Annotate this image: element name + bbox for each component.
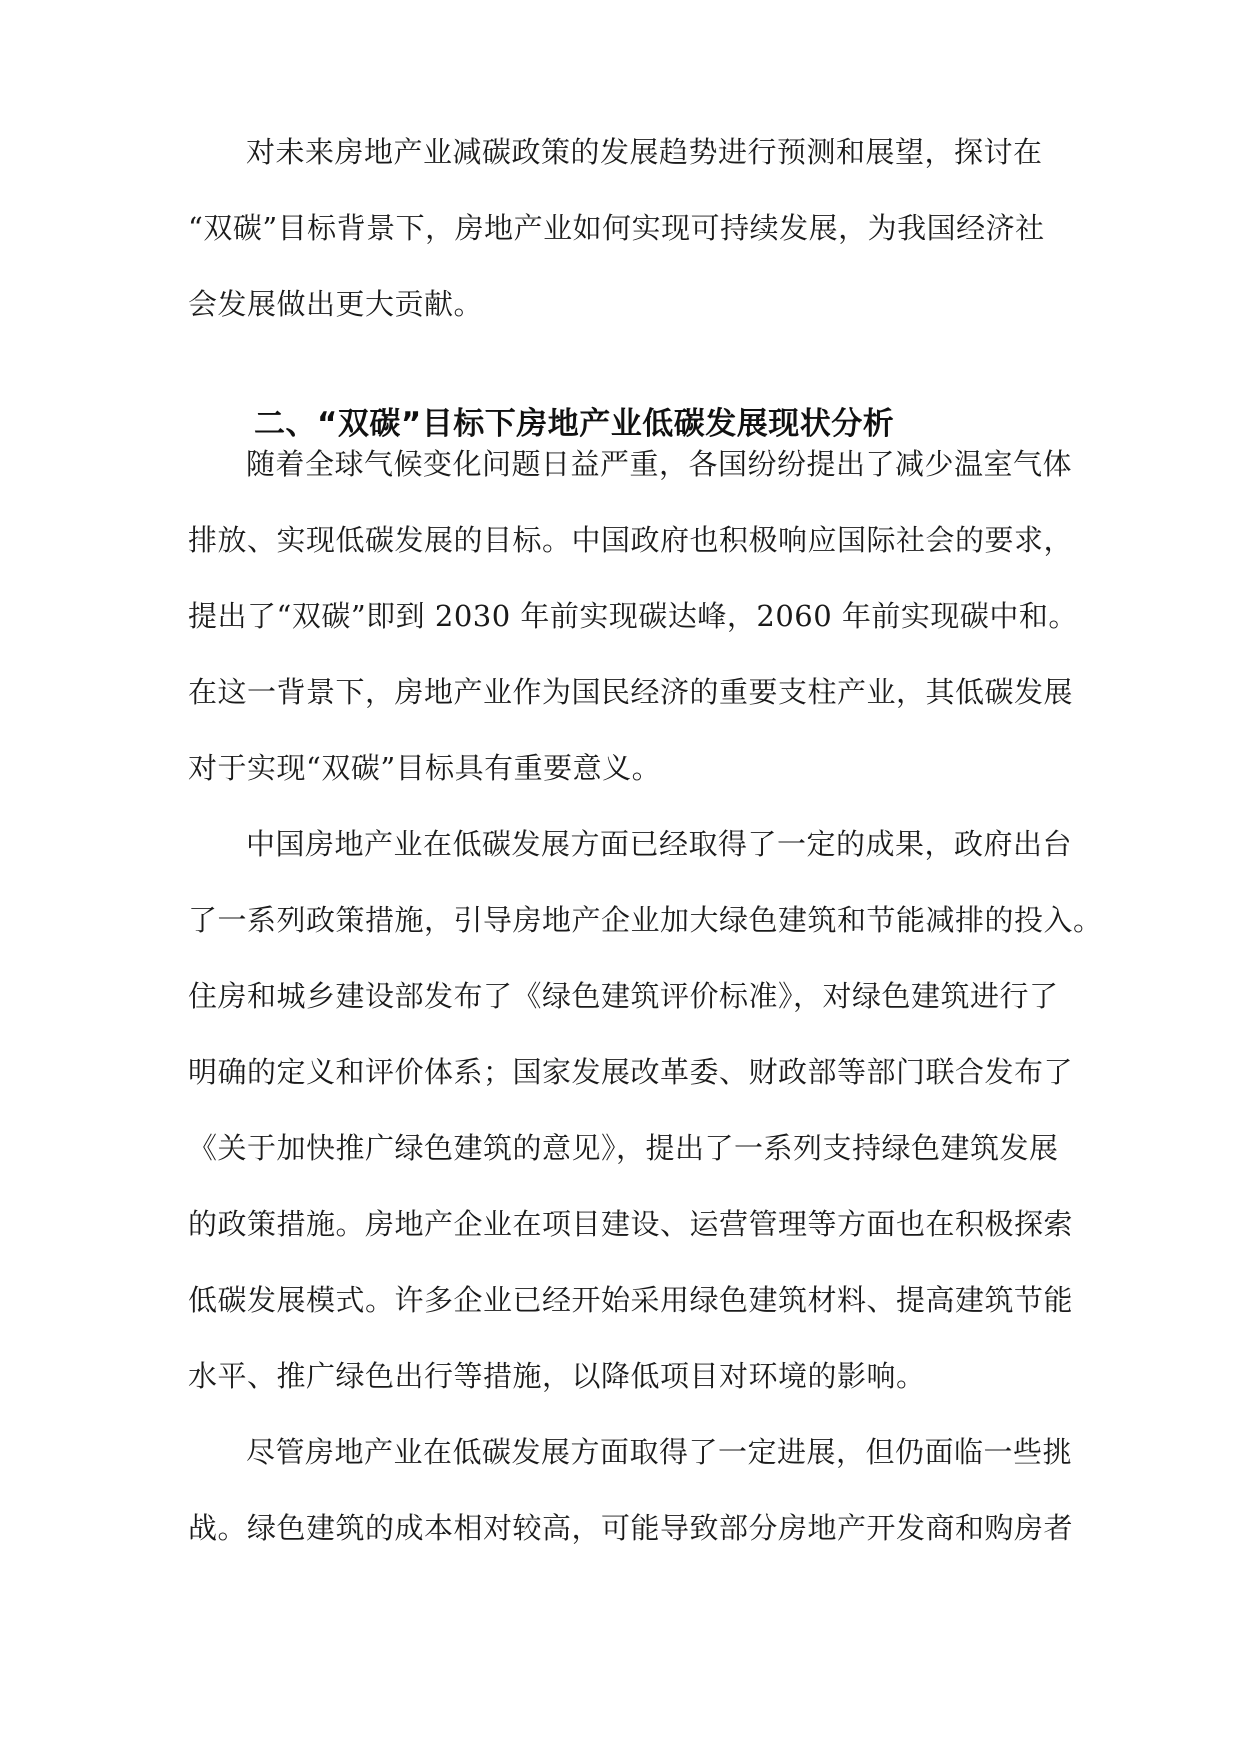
section-heading: 二、“双碳”目标下房地产业低碳发展现状分析 — [254, 406, 895, 442]
text-line: 在这一背景下，房地产业作为国民经济的重要支柱产业，其低碳发展 — [188, 675, 1074, 709]
text-line: 对于实现“双碳”目标具有重要意义。 — [188, 751, 662, 785]
text-line: 低碳发展模式。许多企业已经开始采用绿色建筑材料、提高建筑节能 — [188, 1283, 1074, 1317]
text-line: 会发展做出更大贡献。 — [188, 287, 484, 321]
text-line: 随着全球气候变化问题日益严重，各国纷纷提出了减少温室气体 — [246, 447, 1073, 481]
text-line: “双碳”目标背景下，房地产业如何实现可持续发展，为我国经济社 — [188, 211, 1045, 245]
paragraph-intro-continued — [188, 114, 1058, 342]
text-line: 中国房地产业在低碳发展方面已经取得了一定的成果，政府出台 — [246, 827, 1073, 861]
text-line: 住房和城乡建设部发布了《绿色建筑评价标准》，对绿色建筑进行了 — [188, 979, 1059, 1013]
text-line: 尽管房地产业在低碳发展方面取得了一定进展，但仍面临一些挑 — [246, 1435, 1073, 1469]
paragraph-achievements — [188, 806, 1103, 1414]
text-line: 《关于加快推广绿色建筑的意见》，提出了一系列支持绿色建筑发展 — [188, 1131, 1059, 1165]
text-line: 对未来房地产业减碳政策的发展趋势进行预测和展望，探讨在 — [246, 135, 1043, 169]
text-line: 战。绿色建筑的成本相对较高，可能导致部分房地产开发商和购房者 — [188, 1511, 1074, 1545]
text-line: 提出了“双碳”即到 2030 年前实现碳达峰，2060 年前实现碳中和。 — [188, 599, 1078, 633]
text-line: 了一系列政策措施，引导房地产企业加大绿色建筑和节能减排的投入。 — [188, 903, 1103, 937]
text-line: 水平、推广绿色出行等措施，以降低项目对环境的影响。 — [188, 1359, 926, 1393]
text-line: 明确的定义和评价体系；国家发展改革委、财政部等部门联合发布了 — [188, 1055, 1074, 1089]
text-line: 的政策措施。房地产企业在项目建设、运营管理等方面也在积极探索 — [188, 1207, 1074, 1241]
paragraph-challenges — [188, 1414, 1074, 1566]
paragraph-background — [188, 426, 1078, 806]
text-line: 排放、实现低碳发展的目标。中国政府也积极响应国际社会的要求， — [188, 523, 1074, 557]
